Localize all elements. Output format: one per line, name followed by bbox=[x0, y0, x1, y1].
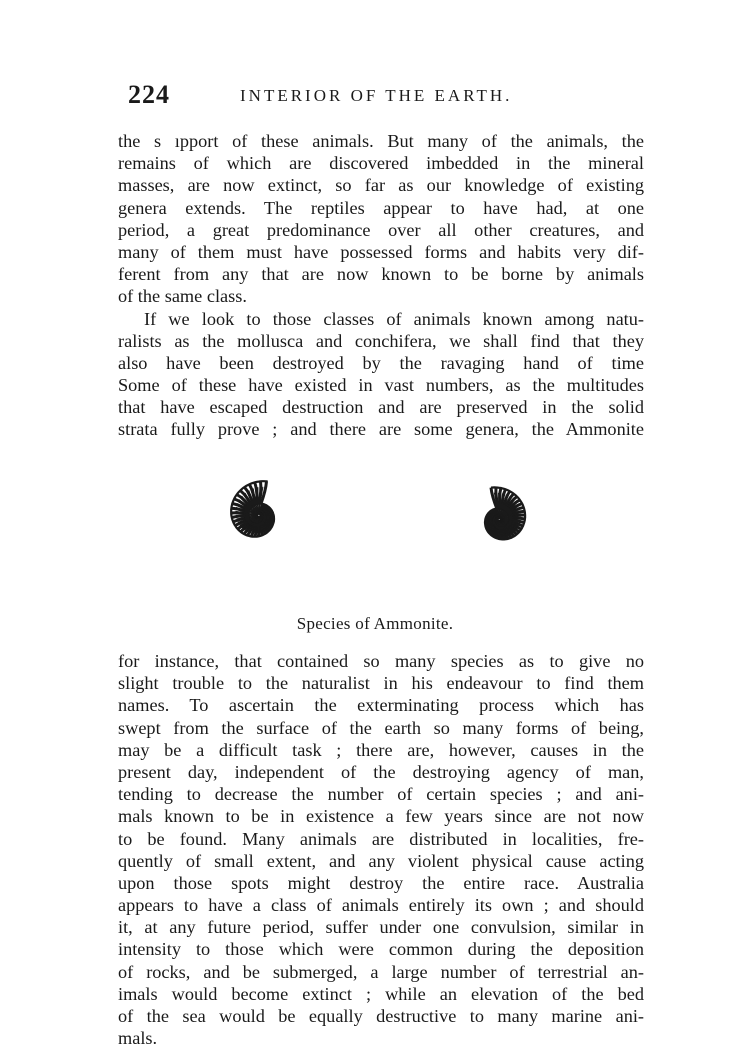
text-line: of the sea would be equally destructive to many marine ani- bbox=[118, 1006, 644, 1026]
text-line: to be found. Many animals are distributed in localities, fre- bbox=[118, 828, 644, 849]
page-header bbox=[128, 80, 648, 110]
text-line: mals. bbox=[118, 1028, 158, 1049]
text-line: strata fully prove ; and there are some genera, the Ammonite bbox=[118, 419, 644, 440]
body-text-top bbox=[118, 130, 644, 441]
text-line: many of them must have possessed forms and habits very dif- bbox=[118, 241, 644, 262]
text-line: also have been destroyed by the ravaging hand of time bbox=[118, 352, 644, 373]
text-line: swept from the surface of the earth so many forms of being, bbox=[118, 717, 644, 738]
text-line: slight trouble to the naturalist in his endeavour to find them bbox=[118, 673, 644, 694]
page-number: 224 bbox=[128, 80, 170, 109]
ammonite-right-icon bbox=[485, 487, 525, 539]
text-line: mals known to be in existence a few years since are not now bbox=[118, 806, 644, 827]
text-line: present day, independent of the destroying agency of man, bbox=[118, 761, 644, 782]
text-line: of the same class. bbox=[118, 286, 247, 307]
text-line: ferent from any that are now known to be borne by animals bbox=[118, 264, 644, 285]
text-line: appears to have a class of animals entirely its own ; and should bbox=[118, 895, 644, 916]
body-text-bottom bbox=[118, 650, 644, 1049]
text-line: period, a great predominance over all other creatures, and bbox=[118, 219, 644, 240]
text-line: ralists as the mollusca and conchifera, we shall find that they bbox=[118, 330, 644, 351]
text-line: intensity to those which were common during the deposition bbox=[118, 939, 644, 960]
ammonite-left-icon bbox=[231, 481, 274, 537]
text-line: genera extends. The reptiles appear to have had, at one bbox=[118, 197, 644, 218]
text-line: remains of which are discovered imbedded in the mineral bbox=[118, 153, 644, 174]
text-line: Some of these have existed in vast numbers, as the multitudes bbox=[118, 375, 644, 396]
text-line: the s ıpport of these animals. But many of the animals, the bbox=[118, 131, 644, 151]
ammonite-figure bbox=[140, 420, 630, 610]
text-line: of rocks, and be submerged, a large number of terrestrial an- bbox=[118, 961, 644, 982]
text-line: If we look to those classes of animals known among natu- bbox=[144, 308, 644, 329]
text-line: for instance, that contained so many species as to give no bbox=[118, 651, 644, 671]
text-line: masses, are now extinct, so far as our knowledge of existing bbox=[118, 175, 644, 196]
text-line: it, at any future period, suffer under one convulsion, similar in bbox=[118, 917, 644, 938]
text-line: upon those spots might destroy the entire race. Australia bbox=[118, 872, 644, 893]
text-line: may be a difficult task ; there are, however, causes in the bbox=[118, 739, 644, 760]
figure-caption: Species of Ammonite. bbox=[296, 614, 454, 633]
text-line: quently of small extent, and any violent physical cause acting bbox=[118, 850, 644, 871]
text-line: names. To ascertain the exterminating process which has bbox=[118, 695, 644, 716]
text-line: tending to decrease the number of certain species ; and ani- bbox=[118, 784, 644, 805]
running-title: INTERIOR OF THE EARTH. bbox=[240, 86, 513, 105]
text-line: imals would become extinct ; while an elevation of the bed bbox=[118, 983, 644, 1004]
text-line: that have escaped destruction and are preserved in the solid bbox=[118, 397, 644, 418]
